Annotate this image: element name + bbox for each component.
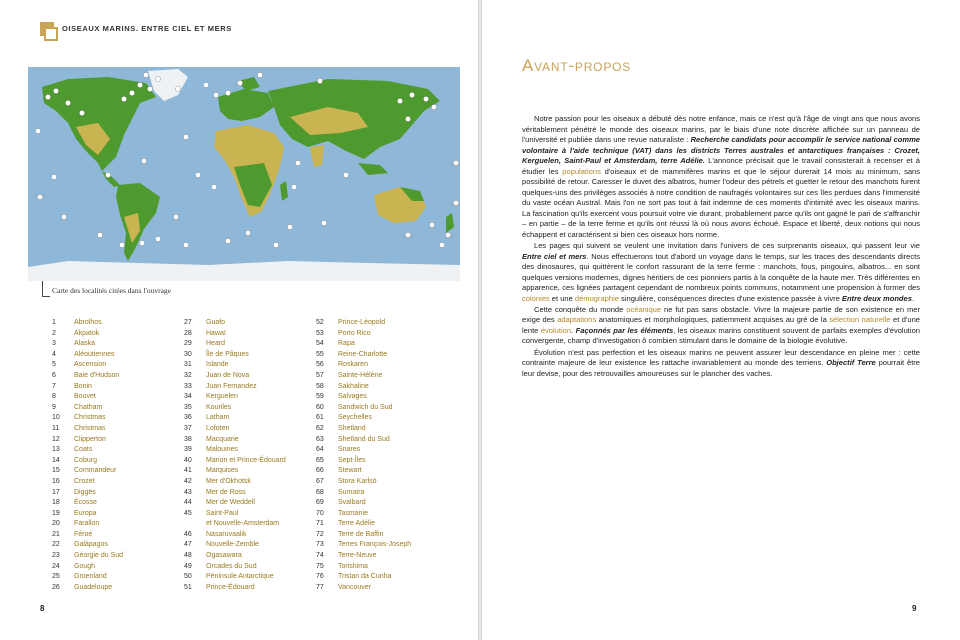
locality-name: Kouriles [206, 403, 232, 411]
locality-number: 25 [52, 573, 60, 581]
locality-name: Chatham [74, 403, 103, 411]
locality-number: 49 [184, 562, 192, 570]
locality-item [316, 551, 411, 562]
locality-number: 75 [316, 562, 324, 570]
locality-number: 70 [316, 509, 324, 517]
glossary-term: démographie [574, 293, 619, 303]
locality-item [52, 498, 123, 509]
locality-name: Mer de Weddell [206, 499, 255, 507]
locality-number: 39 [184, 446, 192, 454]
locality-item [316, 435, 411, 446]
locality-item [52, 519, 123, 530]
right-page [482, 0, 960, 640]
locality-item [52, 456, 123, 467]
locality-item [184, 509, 286, 520]
locality-item [52, 540, 123, 551]
locality-name: Sumatra [338, 488, 365, 496]
locality-number: 26 [52, 583, 60, 591]
locality-number: 11 [52, 424, 60, 432]
emphasis-bold-italic: Entre deux mondes [841, 293, 912, 303]
glossary-term: colonies [522, 293, 550, 303]
locality-name: Roskaren [338, 361, 368, 369]
locality-item [184, 551, 286, 562]
locality-item [52, 413, 123, 424]
locality-item [52, 435, 123, 446]
locality-name: Rapa [338, 340, 355, 348]
text-run: d'oiseaux et de mammifères marins et que le séjour durerait 14 mois au minimum, sans possibilité de retour. Caresser le duvet des albatros, humer l'odeur des pétrels et guetter le retour des manchots furent quelques-uns des privilèges associés à notre condition de naufragés volontaires sur ces îles perdues dans l'immensité du vaste océan Austral. Mais l'on ne sort pas tout à fait indemne de ces moments d'intimité avec les oiseaux marins. La fascination qu'ils exercent vous poursuit votre vie durant, probablement parce qu'ils ont gagné le pari de s'affranchir – en partie – de la terre ferme et qu'ils ont réussi là où nous avons échoué. Espace et liberté, deux notions qui nous échappent et caractérisent si bien ces oiseaux hors norme. [522, 166, 921, 240]
locality-name: Féroé [74, 530, 93, 538]
locality-number: 36 [184, 414, 192, 422]
locality-number: 18 [52, 499, 60, 507]
emphasis-bold-italic: Objectif Terre [826, 358, 876, 368]
world-map [28, 67, 460, 281]
locality-item [52, 424, 123, 435]
locality-name: Coats [74, 446, 93, 454]
locality-name: Bonin [74, 382, 92, 390]
locality-name: Snares [338, 446, 361, 454]
locality-name: Salvages [338, 393, 367, 401]
locality-item [316, 540, 411, 551]
locality-item [316, 350, 411, 361]
locality-name: Bouvet [74, 393, 96, 401]
locality-item [184, 562, 286, 573]
locality-name: Groenland [74, 573, 107, 581]
locality-item [316, 562, 411, 573]
locality-number: 21 [52, 530, 60, 538]
locality-name: Shetland [338, 424, 366, 432]
locality-item [316, 477, 411, 488]
text-run: singulière, conséquences directes d'une existence passée à vivre [618, 293, 842, 303]
locality-item [316, 360, 411, 371]
locality-number: 28 [184, 329, 192, 337]
locality-name: Galápagos [74, 541, 108, 549]
locality-item [184, 392, 286, 403]
locality-name: Alaska [74, 340, 96, 348]
locality-number: 33 [184, 382, 192, 390]
locality-item [184, 360, 286, 371]
locality-name: Farallon [74, 520, 100, 528]
locality-item [184, 318, 286, 329]
locality-name: Saint-Paul [206, 509, 239, 517]
locality-name: Sandwich du Sud [338, 403, 393, 411]
locality-item [316, 583, 411, 594]
locality-number: 23 [52, 552, 60, 560]
locality-number: 52 [316, 319, 324, 326]
locality-item [316, 424, 411, 435]
locality-name: Kerguelen [206, 393, 238, 401]
locality-item [52, 466, 123, 477]
locality-item [52, 488, 123, 499]
locality-item [52, 360, 123, 371]
text-run: , les oiseaux marins constituent souvent de parfaits exemples d'évolution convergente, champ d'investigation ô combien stimulant dans le domaine de la biologie évolutive. [522, 325, 920, 346]
locality-name: Macquarie [206, 435, 239, 443]
locality-name: Sept-Îles [338, 456, 366, 464]
locality-number: 76 [316, 573, 324, 581]
locality-name: Europa [74, 509, 97, 517]
locality-name: Île de Pâques [206, 350, 249, 358]
locality-name: Lofoten [206, 424, 230, 432]
world-map-svg [28, 67, 460, 281]
locality-item [316, 488, 411, 499]
locality-name: Islande [206, 361, 229, 369]
locality-item [52, 445, 123, 456]
locality-name: Péninsule Antarctique [206, 573, 274, 581]
locality-name: Prince-Édouard [206, 583, 255, 591]
locality-item [184, 456, 286, 467]
glossary-term: adaptations [557, 315, 597, 325]
locality-item [52, 329, 123, 340]
text-run: anatomiques et morphologiques, patiemment acquises au gré de la [596, 315, 830, 325]
locality-number: 20 [52, 520, 60, 528]
locality-number: 40 [184, 456, 192, 464]
locality-number: 59 [316, 393, 324, 401]
locality-item [316, 498, 411, 509]
locality-item [184, 466, 286, 477]
glossary-term: océanique [626, 304, 662, 314]
locality-number: 10 [52, 414, 60, 422]
locality-name: Guadeloupe [74, 583, 113, 591]
locality-number: 42 [184, 477, 192, 485]
locality-number: 17 [52, 488, 60, 496]
locality-name: Stewart [338, 467, 362, 475]
locality-number: 44 [184, 499, 192, 507]
locality-number: 30 [184, 350, 192, 358]
locality-number: 74 [316, 552, 324, 560]
locality-number: 41 [184, 467, 192, 475]
locality-name: Torishima [338, 562, 368, 570]
locality-item [184, 477, 286, 488]
running-head-text: OISEAUX MARINS. ENTRE CIEL ET MERS [62, 24, 232, 33]
locality-number: 57 [316, 371, 324, 379]
locality-number: 7 [52, 382, 56, 390]
locality-item [184, 413, 286, 424]
locality-item [52, 350, 123, 361]
locality-item [184, 519, 286, 530]
locality-number: 13 [52, 446, 60, 454]
locality-number: 29 [184, 340, 192, 348]
localities-column-1 [52, 318, 123, 593]
locality-name: Marquises [206, 467, 239, 475]
locality-item [52, 509, 123, 520]
page-number-right: 9 [912, 604, 917, 613]
locality-item [316, 403, 411, 414]
locality-name: Baie d'Hudson [74, 371, 120, 379]
paragraph-2 [522, 241, 920, 304]
locality-item [184, 530, 286, 541]
locality-number: 63 [316, 435, 324, 443]
locality-name: Gough [74, 562, 96, 570]
locality-name: Terre-Neuve [338, 552, 377, 560]
locality-item [316, 466, 411, 477]
locality-name: Svalbard [338, 499, 366, 507]
locality-item [184, 382, 286, 393]
locality-item [184, 488, 286, 499]
text-run: pourrait être leur devise, pour des retrouvailles amoureuses sur le plancher des vaches. [522, 358, 920, 378]
locality-name: Orcades du Sud [206, 562, 257, 570]
locality-item [52, 477, 123, 488]
paragraph-1 [522, 114, 920, 241]
locality-name: Aléoutiennes [74, 350, 115, 358]
locality-item [52, 382, 123, 393]
emphasis-bold-italic: Entre ciel et mers [522, 251, 587, 261]
locality-name: Marion et Prince-Édouard [206, 456, 286, 464]
locality-item [52, 371, 123, 382]
locality-name: Seychelles [338, 414, 372, 422]
locality-item [316, 519, 411, 530]
text-run: ne fut pas sans obstacle. Vivre la majeure partie de son existence en mer exige des [522, 304, 920, 325]
locality-name: Mer de Ross [206, 488, 246, 496]
locality-number: 47 [184, 541, 192, 549]
locality-item [184, 403, 286, 414]
text-run: Les pages qui suivent se veulent une invitation dans l'univers de ces surprenants oiseaux, qui passent leur vie [534, 241, 920, 251]
locality-item [184, 540, 286, 551]
text-run: . [911, 293, 915, 303]
locality-name: Heard [206, 340, 226, 348]
locality-name: Ascension [74, 361, 107, 369]
locality-name: Sainte-Hélène [338, 371, 383, 379]
text-run: Notre passion pour les oiseaux a débuté dès notre enfance, mais ce n'est qu'à l'âge de vingt ans que nous avons véritablement pénétré le monde des oiseaux marins, par le biais d'une note discrète affichée sur un panneau de l'université et publiée dans une revue naturaliste : [522, 114, 920, 145]
locality-number: 4 [52, 350, 56, 358]
locality-number: 24 [52, 562, 60, 570]
locality-name: Diggës [74, 488, 96, 496]
locality-name: Sakhaline [338, 382, 369, 390]
locality-item [52, 551, 123, 562]
chapter-title: Avant-propos [522, 56, 632, 75]
locality-name: Mer d'Okhotsk [206, 477, 251, 485]
locality-item [316, 509, 411, 520]
locality-name: Écosse [74, 499, 97, 507]
locality-name: Terre de Baffin [338, 530, 384, 538]
localities-column-2 [184, 318, 286, 593]
locality-number: 31 [184, 361, 192, 369]
locality-number: 46 [184, 530, 192, 538]
locality-number: 16 [52, 477, 60, 485]
locality-name: Latham [206, 414, 230, 422]
locality-item [184, 424, 286, 435]
text-run: L'annonce précisait que le travail consisterait à recenser et à étudier les [522, 156, 921, 176]
glossary-term: évolution [540, 325, 572, 335]
locality-number: 9 [52, 403, 56, 411]
locality-item [316, 371, 411, 382]
locality-number: 62 [316, 424, 324, 432]
locality-name: Coburg [74, 456, 97, 464]
text-run: et une [549, 293, 575, 303]
locality-number: 53 [316, 329, 324, 337]
locality-number: 3 [52, 340, 56, 348]
glossary-term: sélection naturelle [829, 315, 891, 325]
locality-number [184, 519, 206, 530]
locality-item [184, 329, 286, 340]
locality-number: 64 [316, 446, 324, 454]
locality-number: 1 [52, 319, 56, 326]
locality-number: 55 [316, 350, 324, 358]
locality-name: Juan de Nova [206, 371, 250, 379]
text-run: Cette conquête du monde [534, 304, 627, 314]
locality-item [316, 392, 411, 403]
locality-number: 38 [184, 435, 192, 443]
locality-number: 58 [316, 382, 324, 390]
page-number-left: 8 [40, 604, 45, 613]
locality-number: 27 [184, 319, 192, 326]
locality-number: 14 [52, 456, 60, 464]
locality-name: Juan Fernandez [206, 382, 257, 390]
text-run: Évolution n'est pas perfection et les oiseaux marins ne peuvent assurer leur descendance en pleine mer : cette contrainte majeure de leur existence les rattache invariablement au monde des terriens. [522, 347, 920, 368]
emphasis-bold-italic: Recherche candidats pour accomplir le service national comme volontaire à l'aide technique (VAT) dans les districts Terres australes et antarctiques françaises : Crozet, Kerguelen, Saint-Paul et Amsterdam, terre Adélie. [522, 135, 921, 166]
locality-name: Clipperton [74, 435, 106, 443]
glossary-term: populations [562, 166, 601, 176]
body-text [522, 114, 920, 380]
locality-name: Ogasawara [206, 552, 242, 560]
locality-number: 15 [52, 467, 60, 475]
locality-number: 56 [316, 361, 324, 369]
locality-name: Prince-Léopold [338, 319, 386, 326]
locality-name: et Nouvelle-Amsterdam [206, 520, 280, 528]
locality-item [316, 530, 411, 541]
locality-item [316, 456, 411, 467]
text-run: . [571, 325, 576, 335]
locality-item [52, 392, 123, 403]
map-caption: Carte des localités citées dans l'ouvrage [52, 286, 172, 295]
locality-number: 22 [52, 541, 60, 549]
locality-item [52, 339, 123, 350]
locality-number: 69 [316, 499, 324, 507]
locality-number: 2 [52, 329, 56, 337]
locality-name: Tristan da Cunha [338, 573, 392, 581]
localities-column-3 [316, 318, 411, 593]
locality-item [316, 382, 411, 393]
locality-name: Christmas [74, 414, 106, 422]
locality-name: Christmas [74, 424, 106, 432]
locality-item [316, 572, 411, 583]
locality-item [184, 498, 286, 509]
locality-name: Vancouver [338, 583, 371, 591]
locality-item [316, 329, 411, 340]
locality-number: 71 [316, 520, 324, 528]
locality-name: Nasaruvaalik [206, 530, 247, 538]
locality-number: 35 [184, 403, 192, 411]
locality-item [316, 445, 411, 456]
paragraph-3 [522, 305, 920, 347]
locality-name: Akpatok [74, 329, 100, 337]
locality-number: 6 [52, 371, 56, 379]
antarctica [28, 261, 460, 281]
locality-name: Malouines [206, 446, 238, 454]
locality-name: Abrolhos [74, 319, 102, 326]
locality-item [184, 583, 286, 594]
locality-number: 34 [184, 393, 192, 401]
locality-number: 43 [184, 488, 192, 496]
locality-name: Guafo [206, 319, 226, 326]
locality-item [316, 318, 411, 329]
locality-number: 61 [316, 414, 324, 422]
paragraph-4 [522, 348, 920, 380]
locality-number: 48 [184, 552, 192, 560]
locality-item [184, 572, 286, 583]
locality-name: Commandeur [74, 467, 117, 475]
locality-name: Terres François-Joseph [338, 541, 412, 549]
locality-number: 32 [184, 371, 192, 379]
locality-item [184, 445, 286, 456]
locality-name: Stora Karlsö [338, 477, 377, 485]
locality-item [316, 413, 411, 424]
locality-number: 50 [184, 573, 192, 581]
locality-number: 45 [184, 509, 192, 517]
locality-name: Crozet [74, 477, 95, 485]
locality-item [184, 350, 286, 361]
map-caption-bracket [42, 281, 50, 297]
left-page [0, 0, 478, 640]
locality-number: 5 [52, 361, 56, 369]
locality-item [52, 403, 123, 414]
locality-number: 54 [316, 340, 324, 348]
locality-number: 12 [52, 435, 60, 443]
running-head-ornament-outline [44, 27, 58, 41]
locality-number: 60 [316, 403, 324, 411]
locality-name: Reine-Charlotte [338, 350, 388, 358]
locality-number: 73 [316, 541, 324, 549]
locality-number: 77 [316, 583, 324, 591]
locality-number: 66 [316, 467, 324, 475]
locality-name: Hawaï [206, 329, 226, 337]
locality-number: 51 [184, 583, 192, 591]
locality-item [52, 562, 123, 573]
locality-item [184, 371, 286, 382]
locality-name: Géorgie du Sud [74, 552, 124, 560]
locality-number: 68 [316, 488, 324, 496]
locality-item [184, 435, 286, 446]
locality-item [52, 530, 123, 541]
locality-item [316, 339, 411, 350]
emphasis-bold-italic: Façonnés par les éléments [575, 325, 674, 335]
locality-number: 67 [316, 477, 324, 485]
locality-number: 37 [184, 424, 192, 432]
locality-number: 8 [52, 393, 56, 401]
locality-name: Terre Adélie [338, 520, 375, 528]
text-run: . Nous effectuerons tout d'abord un voyage dans le temps, sur les traces des descendants directs des dinosaures, qui quittèrent le confort rassurant de la terre ferme : manchots, fous, pingouins, albatros... en sont quelques versions modernes, dignes héritiers de ces pionniers partis à la conquête de la haute mer. Très différentes en apparence, ces lignées partagent cependant de nombreux points communs, notamment une propension à former des [522, 251, 921, 293]
locality-name: Nouvelle-Zemble [206, 541, 259, 549]
text-run: et d'une lente [522, 315, 921, 335]
locality-name: Tasmanie [338, 509, 368, 517]
locality-item [52, 318, 123, 329]
locality-item [184, 339, 286, 350]
locality-number: 19 [52, 509, 60, 517]
locality-name: Shetland du Sud [338, 435, 390, 443]
locality-item [52, 583, 123, 594]
locality-item [52, 572, 123, 583]
locality-number: 72 [316, 530, 324, 538]
locality-name: Porto Rico [338, 329, 371, 337]
locality-number: 65 [316, 456, 324, 464]
